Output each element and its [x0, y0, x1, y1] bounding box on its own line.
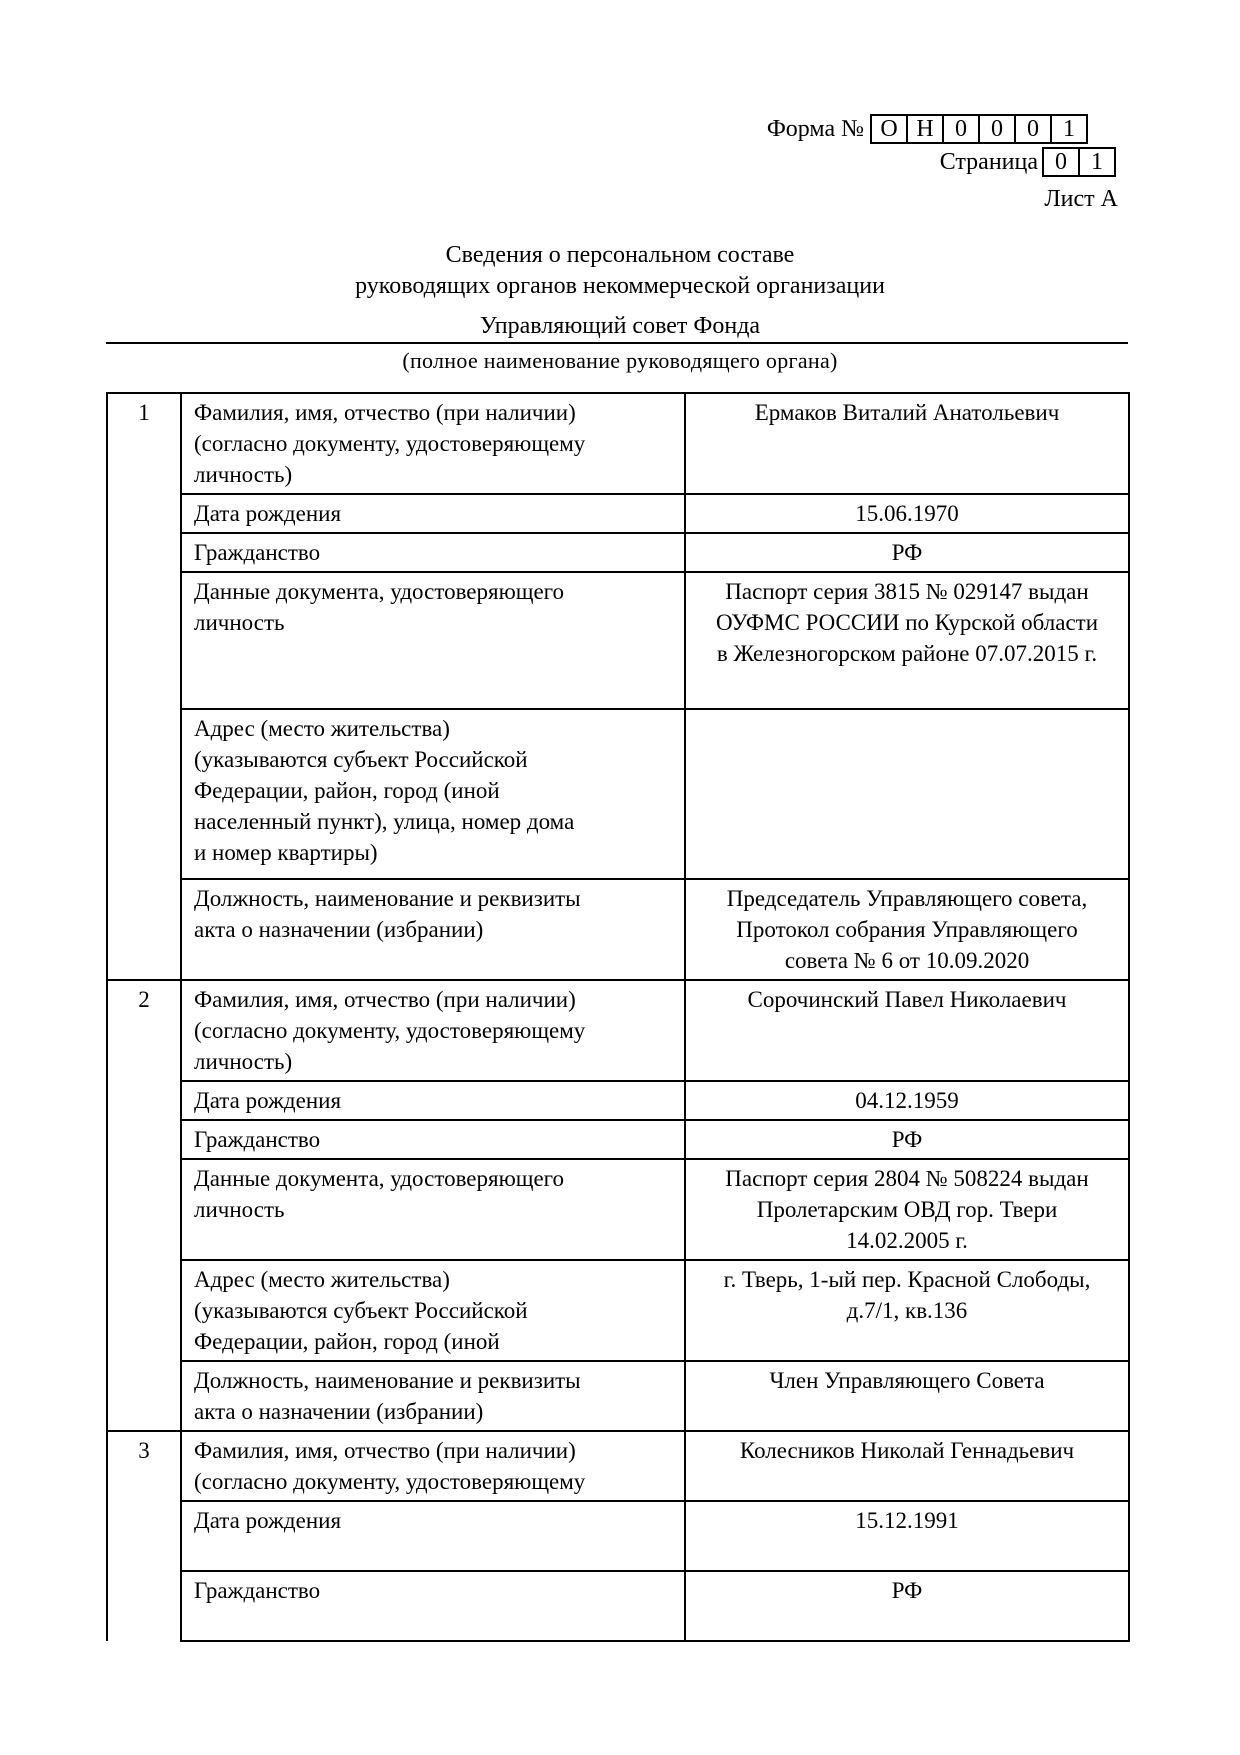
field-label-document: Данные документа, удостоверяющего личность [181, 572, 685, 709]
form-code-cell: Н [906, 114, 944, 144]
form-code-cell: 0 [942, 114, 980, 144]
person-fio: Ермаков Виталий Анатольевич [685, 393, 1129, 494]
field-label-birth: Дата рождения [181, 494, 685, 533]
table-row [107, 494, 1129, 533]
table-row [107, 1081, 1129, 1120]
table-row [107, 1361, 1129, 1431]
person-birth: 04.12.1959 [685, 1081, 1129, 1120]
table-row [107, 980, 1129, 1081]
page-number-boxes [1044, 147, 1116, 177]
person-fio: Сорочинский Павел Николаевич [685, 980, 1129, 1081]
page-number-cell: 0 [1042, 147, 1080, 177]
page-label: Страница [939, 149, 1038, 175]
person-citizenship: РФ [685, 533, 1129, 572]
table-row [107, 572, 1129, 709]
person-position: Член Управляющего Совета [685, 1361, 1129, 1431]
field-label-position: Должность, наименование и реквизиты акта о назначении (избрании) [181, 1361, 685, 1431]
field-label-fio: Фамилия, имя, отчество (при наличии) (согласно документу, удостоверяющему [181, 1431, 685, 1501]
person-fio: Колесников Николай Геннадьевич [685, 1431, 1129, 1501]
governing-body-caption: (полное наименование руководящего органа) [402, 348, 838, 373]
field-label-position: Должность, наименование и реквизиты акта о назначении (избрании) [181, 879, 685, 980]
field-label-address: Адрес (место жительства) (указываются субъект Российской Федерации, район, город (иной [181, 1260, 685, 1361]
table-row [107, 709, 1129, 879]
governing-body-name: Управляющий совет Фонда [479, 313, 761, 339]
person-citizenship: РФ [685, 1571, 1129, 1641]
persons-table [106, 392, 1130, 1642]
person-number: 2 [107, 980, 181, 1431]
table-row [107, 1260, 1129, 1361]
form-code-cell: 1 [1050, 114, 1088, 144]
field-label-document: Данные документа, удостоверяющего личность [181, 1159, 685, 1260]
table-row [107, 533, 1129, 572]
person-document: Паспорт серия 3815 № 029147 выдан ОУФМС РОССИИ по Курской области в Железногорском районе 07.07.2015 г. [685, 572, 1129, 709]
person-position: Председатель Управляющего совета, Протокол собрания Управляющего совета № 6 от 10.09.2020 [685, 879, 1129, 980]
person-number: 3 [107, 1431, 181, 1641]
form-code-cell: 0 [1014, 114, 1052, 144]
field-label-address: Адрес (место жительства) (указываются субъект Российской Федерации, район, город (иной населенный пункт), улица, номер дома и номер квартиры) [181, 709, 685, 879]
table-row [107, 879, 1129, 980]
table-row [107, 1501, 1129, 1571]
page-number-cell: 1 [1078, 147, 1116, 177]
field-label-fio: Фамилия, имя, отчество (при наличии) (согласно документу, удостоверяющему личность) [181, 393, 685, 494]
form-number-boxes [872, 114, 1088, 144]
field-label-birth: Дата рождения [181, 1501, 685, 1571]
person-document: Паспорт серия 2804 № 508224 выдан Пролетарским ОВД гор. Твери 14.02.2005 г. [685, 1159, 1129, 1260]
document-title-line2: руководящих органов некоммерческой организации [355, 273, 885, 299]
table-row [107, 1159, 1129, 1260]
form-code-cell: 0 [978, 114, 1016, 144]
title-underline [106, 342, 1128, 344]
field-label-citizenship: Гражданство [181, 1571, 685, 1641]
person-address [685, 709, 1129, 879]
person-address: г. Тверь, 1-ый пер. Красной Слободы, д.7/1, кв.136 [685, 1260, 1129, 1361]
field-label-citizenship: Гражданство [181, 1120, 685, 1159]
document-title-line1: Сведения о персональном составе [445, 242, 795, 268]
person-number: 1 [107, 393, 181, 980]
person-birth: 15.06.1970 [685, 494, 1129, 533]
table-row [107, 393, 1129, 494]
person-birth: 15.12.1991 [685, 1501, 1129, 1571]
sheet-label: Лист А [1044, 186, 1118, 212]
person-citizenship: РФ [685, 1120, 1129, 1159]
field-label-birth: Дата рождения [181, 1081, 685, 1120]
field-label-fio: Фамилия, имя, отчество (при наличии) (согласно документу, удостоверяющему личность) [181, 980, 685, 1081]
table-row [107, 1571, 1129, 1641]
form-number-label: Форма № [766, 116, 864, 142]
form-code-cell: О [870, 114, 908, 144]
table-row [107, 1431, 1129, 1501]
field-label-citizenship: Гражданство [181, 533, 685, 572]
table-row [107, 1120, 1129, 1159]
